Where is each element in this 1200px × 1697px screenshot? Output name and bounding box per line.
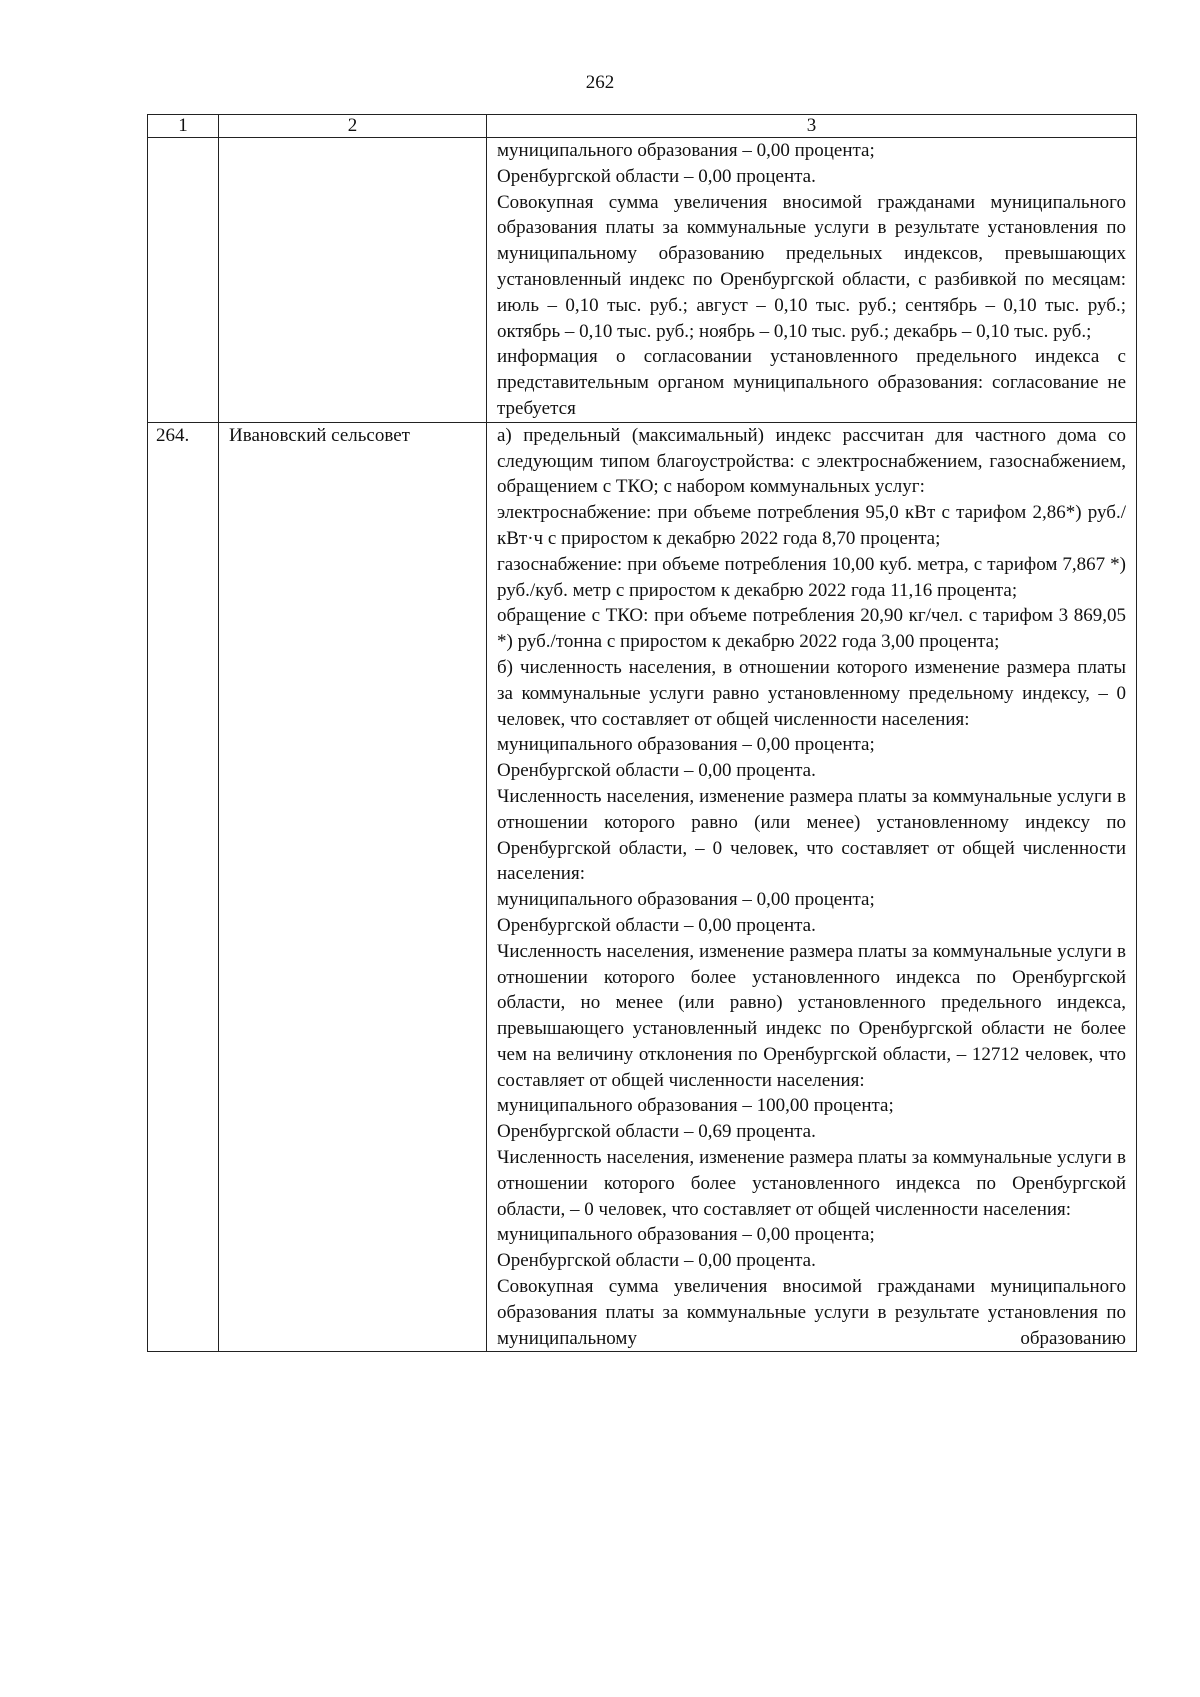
paragraph: муниципального образования – 0,00 процента; xyxy=(497,1224,875,1246)
paragraph: Оренбургской области – 0,00 процента. xyxy=(497,914,816,936)
paragraph: Оренбургской области – 0,00 процента. xyxy=(497,760,816,782)
paragraph: газоснабжение: при объеме потребления 10,00 куб. метра, с тарифом 7,867 *) руб./куб. метр с приростом к декабрю 2022 года 11,16 процента; xyxy=(497,553,1126,601)
paragraph: электроснабжение: при объеме потребления 95,0 кВт с тарифом 2,86*) руб./кВт·ч с приростом к декабрю 2022 года 8,70 процента; xyxy=(497,502,1126,549)
paragraph: муниципального образования – 0,00 процента; xyxy=(497,889,875,911)
column-header-3: 3 xyxy=(487,115,1137,138)
paragraph: Численность населения, изменение размера платы за коммунальные услуги в отношении которого более установленного индекса по Оренбургской области, – 0 человек, что составляет от общей численности населения: xyxy=(497,1147,1126,1220)
paragraph: муниципального образования – 100,00 процента; xyxy=(497,1095,894,1117)
municipality-name: Ивановский сельсовет xyxy=(219,422,487,1352)
page-number: 262 xyxy=(585,72,615,93)
paragraph: информация о согласовании установленного предельного индекса с представительным органом муниципального образования: согласование не требуется xyxy=(497,346,1126,419)
row-number xyxy=(148,138,219,423)
column-header-1: 1 xyxy=(148,115,219,138)
row-number: 264. xyxy=(148,422,219,1352)
municipality-name xyxy=(219,138,487,423)
paragraph: Численность населения, изменение размера платы за коммунальные услуги в отношении которого более установленного индекса по Оренбургской области, но менее (или равно) установленного предельного индекса, превышающего установленный индекс по Оренбургской области не более чем на величину отклонения по Оренбургской области, – 12712 человек, что составляет от общей численности населения: xyxy=(497,940,1126,1091)
table-header-row xyxy=(148,115,1137,138)
paragraph: обращение с ТКО: при объеме потребления 20,90 кг/чел. с тарифом 3 869,05 *) руб./тонна с приростом к декабрю 2022 года 3,00 процента; xyxy=(497,605,1126,653)
paragraph: Оренбургской области – 0,69 процента. xyxy=(497,1121,816,1143)
paragraph: муниципального образования – 0,00 процента; xyxy=(497,140,875,161)
row-description xyxy=(487,138,1137,423)
paragraph: а) предельный (максимальный) индекс рассчитан для частного дома со следующим типом благоустройства: с электроснабжением, газоснабжением, обращением с ТКО; с набором коммунальных услуг: xyxy=(497,424,1126,498)
paragraph: Оренбургской области – 0,00 процента. xyxy=(497,1250,816,1272)
paragraph: Численность населения, изменение размера платы за коммунальные услуги в отношении которого равно (или менее) установленному индексу по Оренбургской области, – 0 человек, что составляет от общей численности населения: xyxy=(497,785,1126,885)
paragraph: Совокупная сумма увеличения вносимой гражданами муниципального образования платы за коммунальные услуги в результате установления по муниципальному образованию xyxy=(497,1276,1126,1349)
paragraph: Совокупная сумма увеличения вносимой гражданами муниципального образования платы за коммунальные услуги в результате установления по муниципальному образованию предельных индексов, превышающих установленный индекс по Оренбургской области, с разбивкой по месяцам: июль – 0,10 тыс. руб.; август – 0,10 тыс. руб.; сентябрь – 0,10 тыс. руб.; октябрь – 0,10 тыс. руб.; ноябрь – 0,10 тыс. руб.; декабрь – 0,10 тыс. руб.; xyxy=(497,191,1126,342)
column-header-2: 2 xyxy=(219,115,487,138)
paragraph: Оренбургской области – 0,00 процента. xyxy=(497,165,816,187)
table-row-continuation xyxy=(148,138,1137,423)
indices-table xyxy=(147,114,1137,1352)
paragraph: муниципального образования – 0,00 процента; xyxy=(497,734,875,756)
row-description xyxy=(487,422,1137,1352)
paragraph: б) численность населения, в отношении которого изменение размера платы за коммунальные услуги равно установленному предельному индексу, – 0 человек, что составляет от общей численности населения: xyxy=(497,656,1126,730)
table-row-264 xyxy=(148,422,1137,1352)
